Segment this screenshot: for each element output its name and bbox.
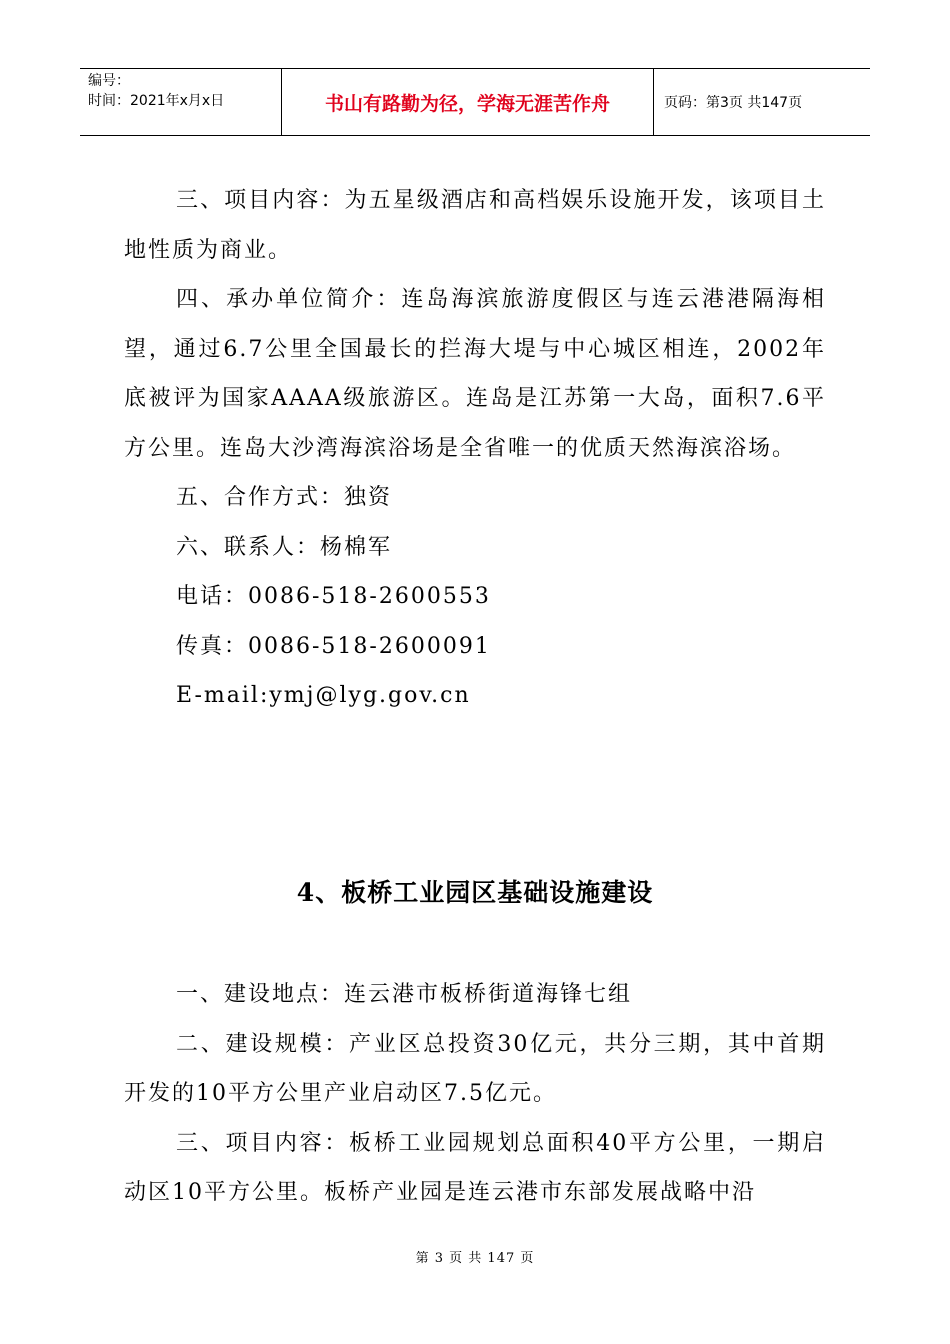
paragraph-scale: 二、建设规模：产业区总投资30亿元，共分三期，其中首期开发的10平方公里产业启动区7.5亿元。	[124, 1031, 826, 1106]
paragraph-content: 三、项目内容：板桥工业园规划总面积40平方公里，一期启动区10平方公里。板桥产业园是连云港市东部发展战略中沿	[124, 1130, 826, 1205]
paragraph-organizer-intro: 四、承办单位简介：连岛海滨旅游度假区与连云港港隔海相望，通过6.7公里全国最长的拦海大堤与中心城区相连，2002年底被评为国家AAAA级旅游区。连岛是江苏第一大岛，面积7.6平方公里。连岛大沙湾海滨浴场是全省唯一的优质天然海滨浴场。	[124, 287, 826, 461]
header-page-info: 页码：第3页 共147页	[664, 95, 803, 111]
paragraph-phone: 电话：0086-518-2600553	[176, 584, 491, 609]
section-title: 4、板桥工业园区基础设施建设	[296, 878, 654, 907]
paragraph-email: E-mail:ymj@lyg.gov.cn	[176, 683, 471, 708]
document-number-label: 编号：	[88, 73, 130, 89]
header-motto: 书山有路勤为径，学海无涯苦作舟	[282, 69, 654, 135]
paragraph-fax: 传真：0086-518-2600091	[176, 633, 491, 659]
page-footer: 第 3 页 共 147 页	[415, 1251, 535, 1266]
header-meta	[80, 69, 282, 135]
section-b-body	[124, 970, 826, 1218]
paragraph-location: 一、建设地点：连云港市板桥街道海锋七组	[176, 982, 633, 1007]
paragraph-contact-person: 六、联系人：杨棉军	[176, 534, 393, 560]
paragraph-project-content: 三、项目内容：为五星级酒店和高档娱乐设施开发，该项目土地性质为商业。	[124, 188, 826, 263]
document-date: 时间：2021年x月x日	[88, 93, 225, 109]
paragraph-cooperation-mode: 五、合作方式：独资	[176, 485, 393, 510]
page-header	[80, 68, 870, 136]
section-a-body	[124, 176, 826, 721]
